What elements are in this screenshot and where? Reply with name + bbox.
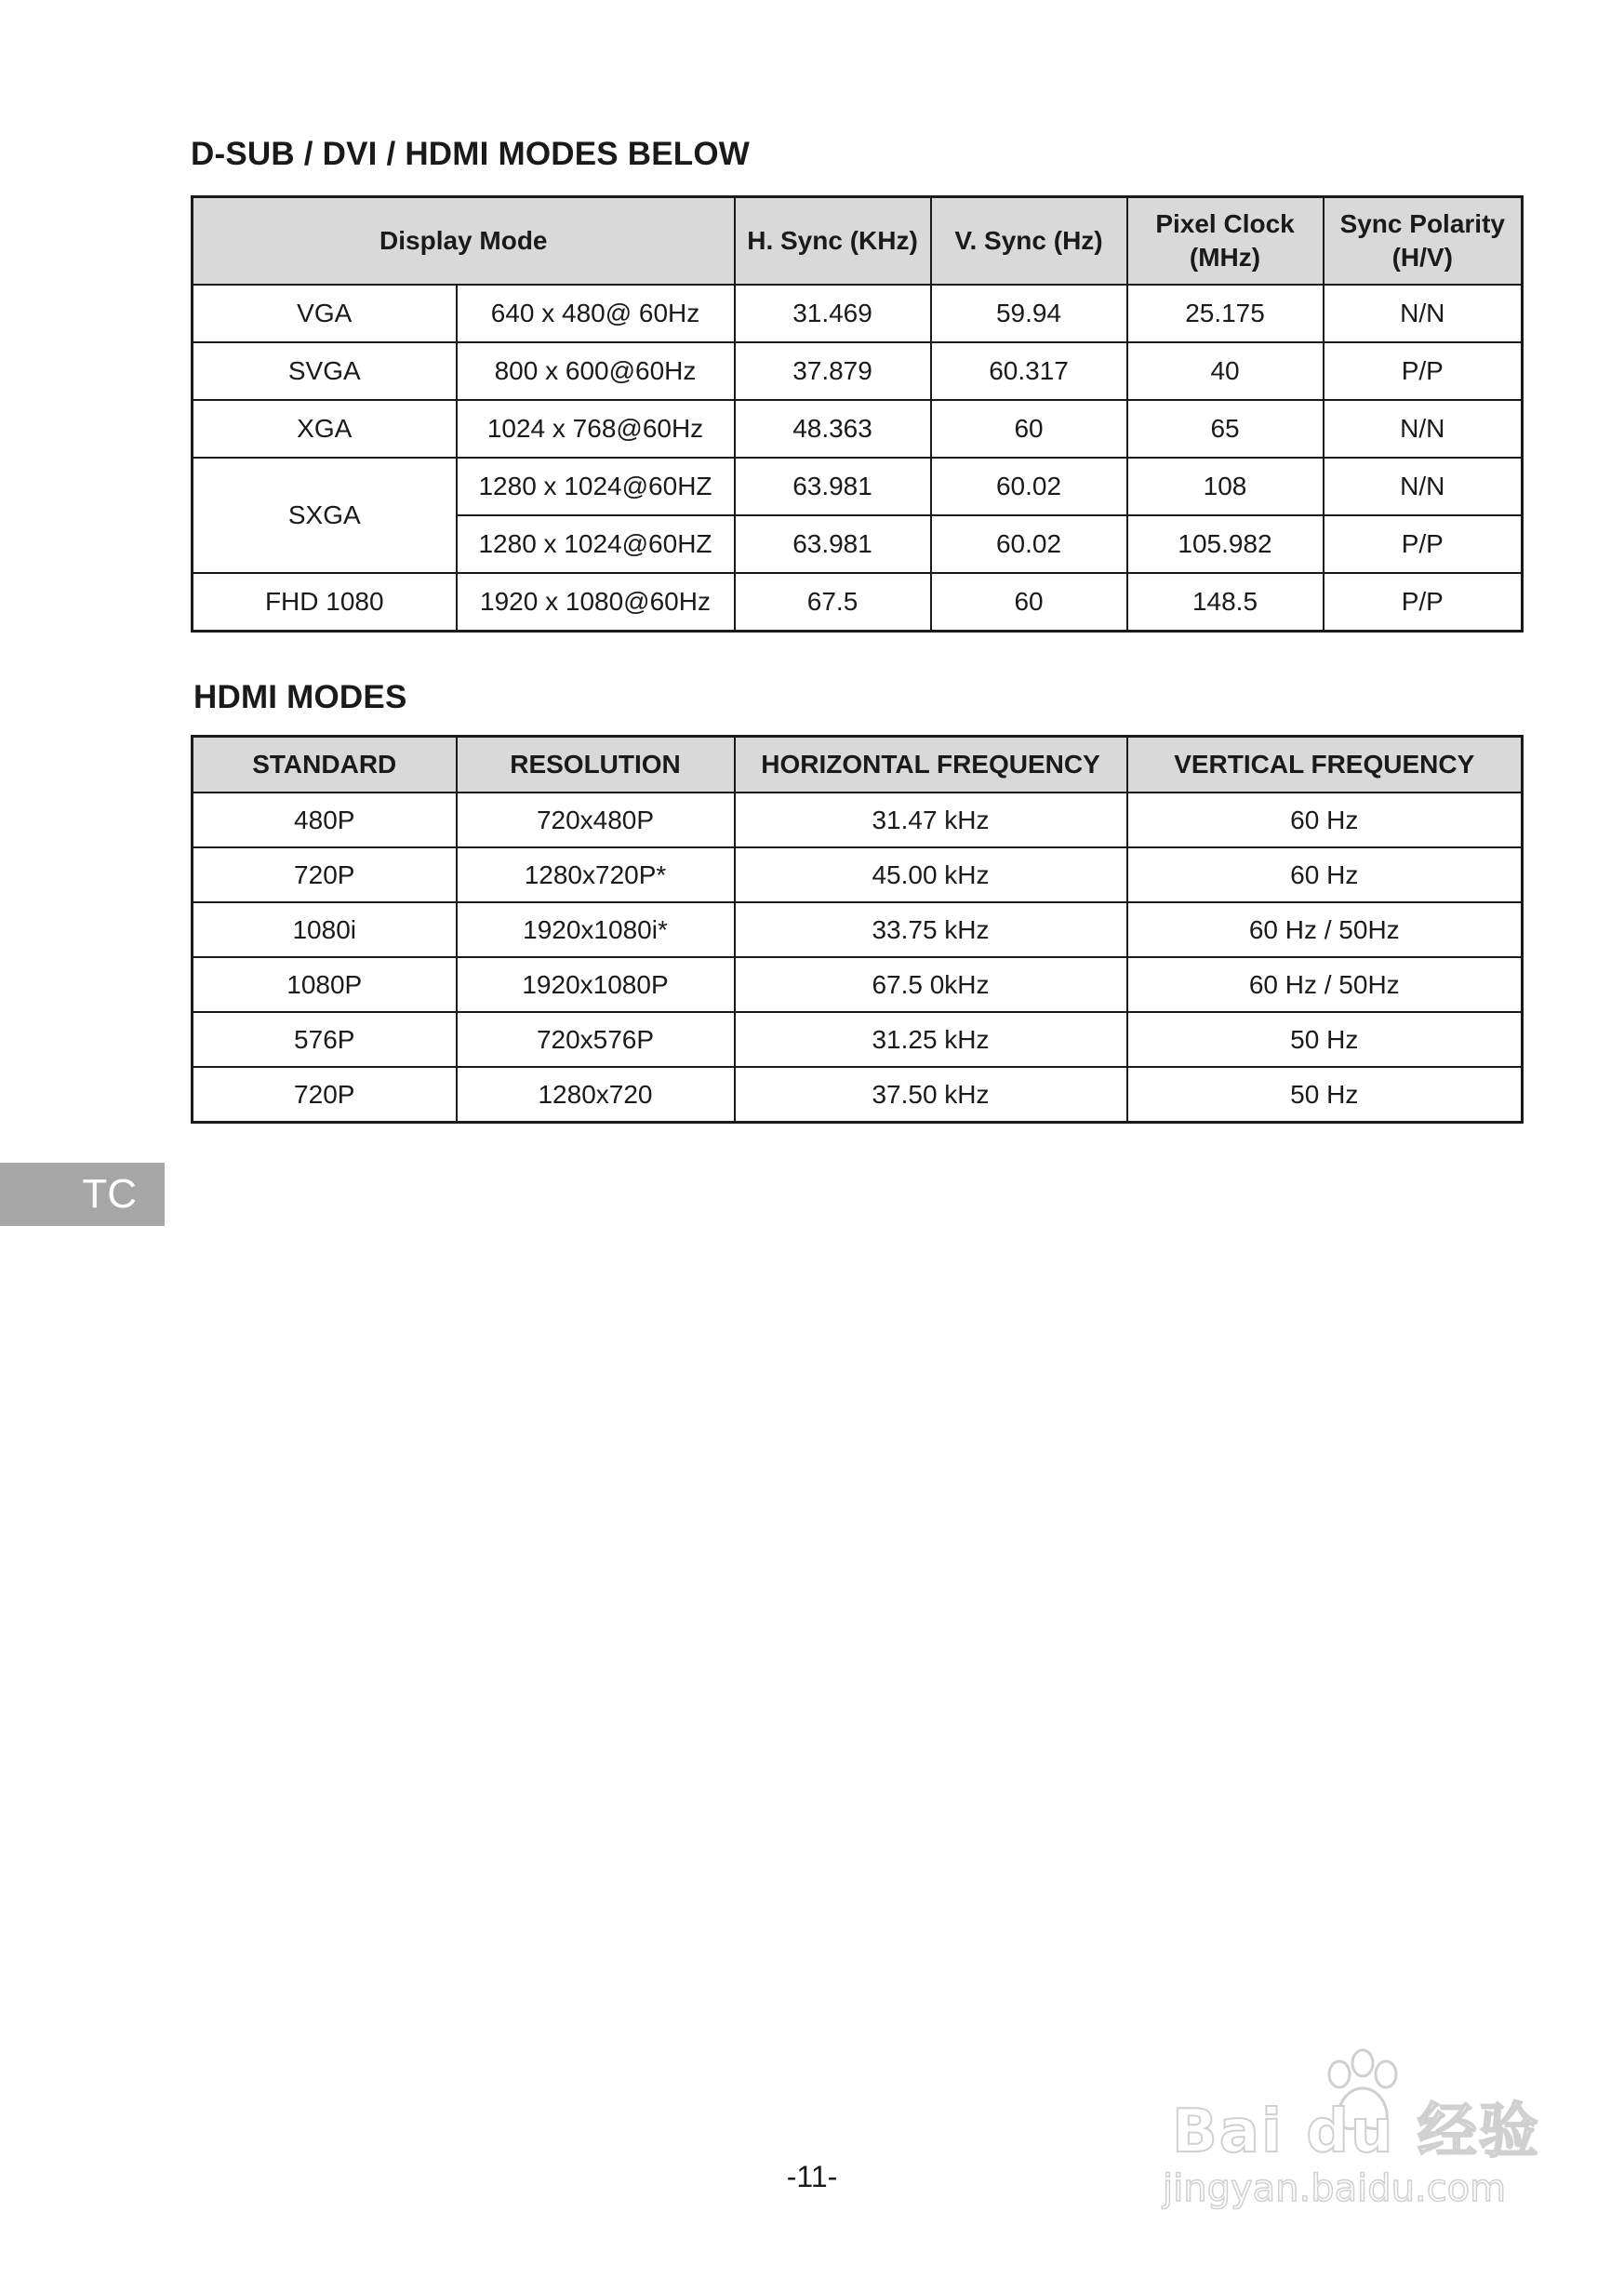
resolution-cell: 1920x1080P — [457, 957, 735, 1012]
v-freq-cell: 60 Hz / 50Hz — [1127, 957, 1523, 1012]
resolution-cell: 1920 x 1080@60Hz — [457, 573, 735, 632]
header-h-sync: H. Sync (KHz) — [735, 197, 931, 286]
header-display-mode: Display Mode — [193, 197, 735, 286]
h-sync-cell: 63.981 — [735, 515, 931, 573]
display-mode-table — [191, 195, 1524, 633]
h-freq-cell: 67.5 0kHz — [735, 957, 1127, 1012]
header-sync-polarity: Sync Polarity (H/V) — [1324, 197, 1523, 286]
v-sync-cell: 60.317 — [931, 342, 1127, 400]
section-title-dsub: D-SUB / DVI / HDMI MODES BELOW — [191, 136, 750, 172]
v-sync-cell: 60.02 — [931, 515, 1127, 573]
h-freq-cell: 31.25 kHz — [735, 1012, 1127, 1067]
h-freq-cell: 33.75 kHz — [735, 902, 1127, 957]
table-row — [193, 342, 1523, 400]
polarity-cell: N/N — [1324, 285, 1523, 342]
resolution-cell: 1280 x 1024@60HZ — [457, 515, 735, 573]
v-sync-cell: 60 — [931, 400, 1127, 458]
watermark-url: jingyan.baidu.com — [1163, 2167, 1507, 2210]
h-sync-cell: 67.5 — [735, 573, 931, 632]
mode-cell: XGA — [193, 400, 457, 458]
table-row — [193, 1012, 1523, 1067]
mode-cell: VGA — [193, 285, 457, 342]
h-sync-cell: 37.879 — [735, 342, 931, 400]
v-sync-cell: 60.02 — [931, 458, 1127, 515]
page-number: -11- — [786, 2160, 838, 2193]
h-freq-cell: 37.50 kHz — [735, 1067, 1127, 1123]
polarity-cell: P/P — [1324, 515, 1523, 573]
standard-cell: 720P — [193, 1067, 457, 1123]
h-sync-cell: 48.363 — [735, 400, 931, 458]
table-header-row — [193, 197, 1523, 286]
pixel-clock-cell: 40 — [1127, 342, 1324, 400]
resolution-cell: 1024 x 768@60Hz — [457, 400, 735, 458]
table-row — [193, 793, 1523, 847]
table-row — [193, 285, 1523, 342]
header-v-sync: V. Sync (Hz) — [931, 197, 1127, 286]
hdmi-modes-table — [191, 735, 1524, 1124]
header-vertical-frequency: VERTICAL FREQUENCY — [1127, 737, 1523, 793]
pixel-clock-cell: 65 — [1127, 400, 1324, 458]
polarity-cell: N/N — [1324, 400, 1523, 458]
resolution-cell: 1920x1080i* — [457, 902, 735, 957]
pixel-clock-cell: 108 — [1127, 458, 1324, 515]
h-sync-cell: 63.981 — [735, 458, 931, 515]
mode-cell: FHD 1080 — [193, 573, 457, 632]
header-standard: STANDARD — [193, 737, 457, 793]
table-row — [193, 957, 1523, 1012]
polarity-cell: P/P — [1324, 342, 1523, 400]
pixel-clock-cell: 148.5 — [1127, 573, 1324, 632]
standard-cell: 720P — [193, 847, 457, 902]
table-row — [193, 458, 1523, 515]
mode-cell: SVGA — [193, 342, 457, 400]
table-header-row — [193, 737, 1523, 793]
v-sync-cell: 59.94 — [931, 285, 1127, 342]
header-horizontal-frequency: HORIZONTAL FREQUENCY — [735, 737, 1127, 793]
header-pixel-clock: Pixel Clock (MHz) — [1127, 197, 1324, 286]
standard-cell: 1080P — [193, 957, 457, 1012]
v-freq-cell: 60 Hz / 50Hz — [1127, 902, 1523, 957]
v-freq-cell: 60 Hz — [1127, 847, 1523, 902]
table-row — [193, 1067, 1523, 1123]
resolution-cell: 800 x 600@60Hz — [457, 342, 735, 400]
resolution-cell: 1280x720P* — [457, 847, 735, 902]
h-freq-cell: 45.00 kHz — [735, 847, 1127, 902]
table-row — [193, 400, 1523, 458]
resolution-cell: 720x576P — [457, 1012, 735, 1067]
v-sync-cell: 60 — [931, 573, 1127, 632]
resolution-cell: 640 x 480@ 60Hz — [457, 285, 735, 342]
standard-cell: 1080i — [193, 902, 457, 957]
table-row — [193, 847, 1523, 902]
v-freq-cell: 60 Hz — [1127, 793, 1523, 847]
standard-cell: 480P — [193, 793, 457, 847]
h-freq-cell: 31.47 kHz — [735, 793, 1127, 847]
resolution-cell: 1280 x 1024@60HZ — [457, 458, 735, 515]
pixel-clock-cell: 105.982 — [1127, 515, 1324, 573]
resolution-cell: 1280x720 — [457, 1067, 735, 1123]
section-title-hdmi: HDMI MODES — [193, 679, 407, 715]
v-freq-cell: 50 Hz — [1127, 1067, 1523, 1123]
polarity-cell: N/N — [1324, 458, 1523, 515]
resolution-cell: 720x480P — [457, 793, 735, 847]
standard-cell: 576P — [193, 1012, 457, 1067]
watermark-brand: Bai du 经验 — [1172, 2098, 1540, 2166]
header-resolution: RESOLUTION — [457, 737, 735, 793]
table-row — [193, 573, 1523, 632]
watermark — [1153, 2046, 1563, 2232]
language-tab: TC — [0, 1163, 165, 1226]
v-freq-cell: 50 Hz — [1127, 1012, 1523, 1067]
pixel-clock-cell: 25.175 — [1127, 285, 1324, 342]
mode-cell: SXGA — [193, 458, 457, 573]
table-row — [193, 902, 1523, 957]
h-sync-cell: 31.469 — [735, 285, 931, 342]
polarity-cell: P/P — [1324, 573, 1523, 632]
